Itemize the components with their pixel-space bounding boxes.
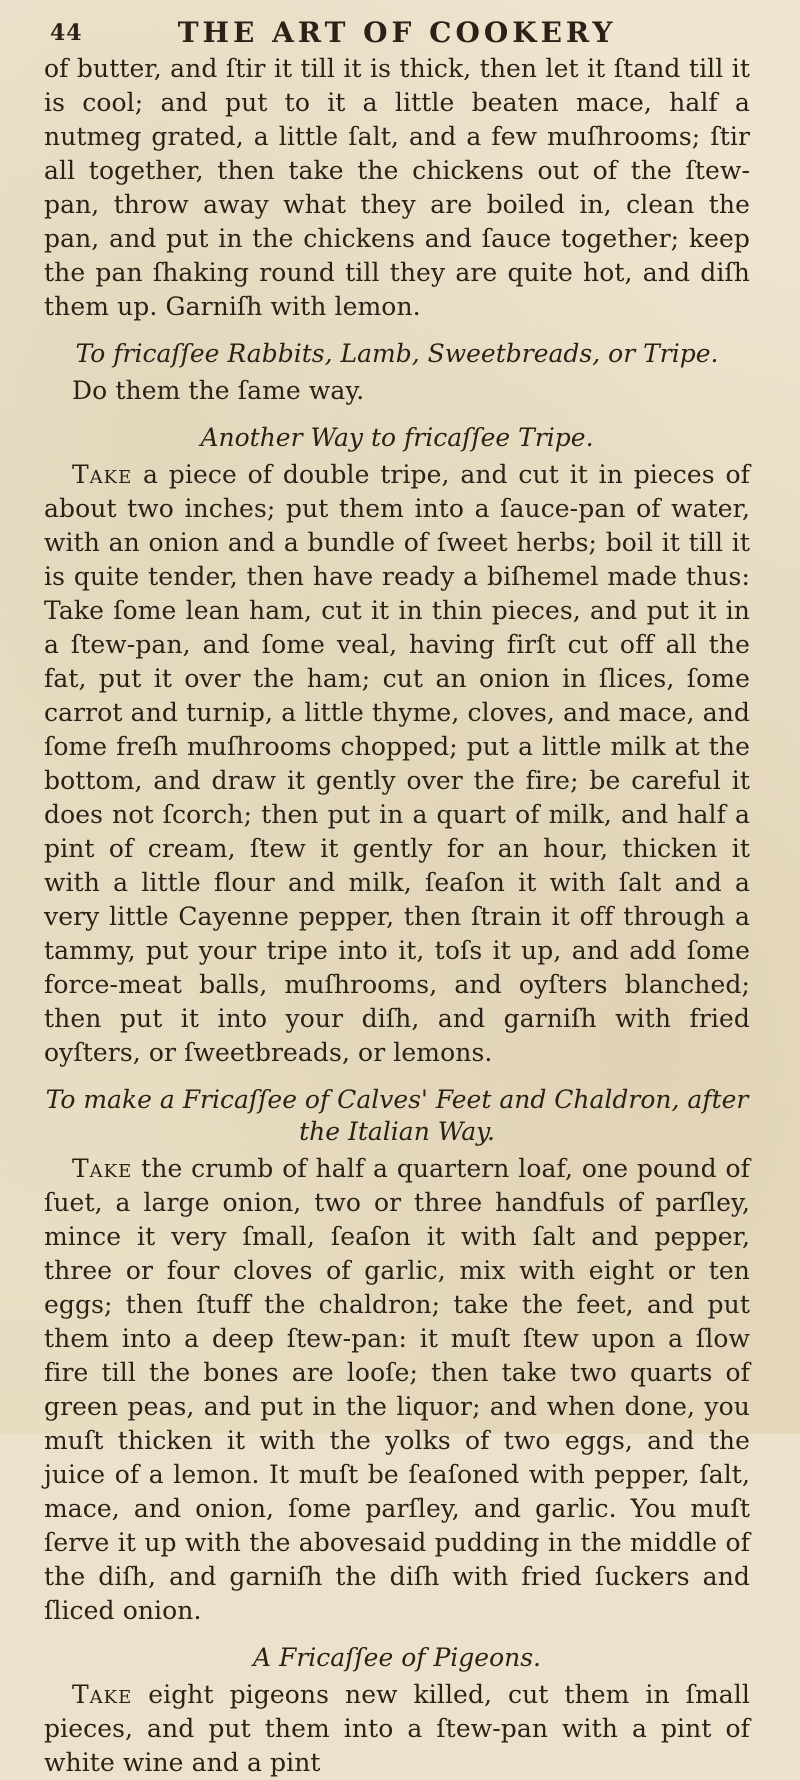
running-head: THE ART OF COOKERY: [177, 16, 617, 49]
recipe-title: A Fricaſſee of Pigeons.: [252, 1643, 542, 1672]
recipe-fricassee-pigeons: [44, 1642, 750, 1780]
recipe-first-word: Take: [72, 460, 133, 489]
recipe-first-word: Take: [72, 1154, 133, 1183]
page-header: [44, 14, 750, 48]
recipe-body: [44, 1678, 750, 1780]
recipe-body: [44, 458, 750, 1070]
page-number: 44: [50, 20, 83, 46]
recipe-fricassee-calves-feet: [44, 1084, 750, 1628]
recipe-fricassee-tripe: [44, 422, 750, 1070]
continuation-paragraph: of butter, and ſtir it till it is thick, then let it ſtand till it is cool; and put to it a little beaten mace, half a nutmeg grated, a little ſalt, and a few muſhrooms; ſtir all together, then take the chickens out of the ſtew-pan, throw away what they are boiled in, clean the pan, and put in the chickens and ſauce together; keep the pan ſhaking round till they are quite hot, and diſh them up. Garniſh with lemon.: [44, 54, 750, 321]
recipe-body-text: a piece of double tripe, and cut it in pieces of about two inches; put them into a ſauce-pan of water, with an onion and a bundle of ſweet herbs; boil it till it is quite tender, then have ready a biſhemel made thus: Take ſome lean ham, cut it in thin pieces, and put it in a ſtew-pan, and ſome veal, having firſt cut off all the fat, put it over the ham; cut an onion in ſlices, ſome carrot and turnip, a little thyme, cloves, and mace, and ſome freſh muſhrooms chopped; put a little milk at the bottom, and draw it gently over the fire; be careful it does not ſcorch; then put in a quart of milk, and half a pint of cream, ſtew it gently for an hour, thicken it with a little flour and milk, ſeaſon it with ſalt and a very little Cayenne pepper, then ſtrain it off through a tammy, put your tripe into it, toſs it up, and add ſome force-meat balls, muſhrooms, and oyſters blanched; then put it into your diſh, and garniſh with fried oyſters, or ſweetbreads, or lemons.: [44, 460, 750, 1067]
recipe-title: To fricaſſee Rabbits, Lamb, Sweetbreads, or Tripe.: [75, 339, 719, 368]
recipe-title: To make a Fricaſſee of Calves' Feet and Chaldron, after the Italian Way.: [45, 1085, 749, 1146]
recipe-body-text: the crumb of half a quartern loaf, one pound of ſuet, a large onion, two or three handfuls of parſley, mince it very ſmall, ſeaſon it with ſalt and pepper, three or four cloves of garlic, mix with eight or ten eggs; then ſtuff the chaldron; take the feet, and put them into a deep ſtew-pan: it muſt ſtew upon a ſlow fire till the bones are looſe; then take two quarts of green peas, and put in the liquor; and when done, you muſt thicken it with the yolks of two eggs, and the juice of a lemon. It muſt be ſeaſoned with pepper, ſalt, mace, and onion, ſome parſley, and garlic. You muſt ſerve it up with the abovesaid pudding in the middle of the diſh, and garniſh the diſh with fried ſuckers and ſliced onion.: [44, 1154, 751, 1625]
recipe-body-text: eight pigeons new killed, cut them in ſmall pieces, and put them into a ſtew-pan with a pint of white wine and a pint: [44, 1680, 750, 1777]
recipe-body: [44, 1152, 750, 1628]
recipe-first-word: Take: [72, 1680, 133, 1709]
recipe-body: [44, 374, 750, 408]
recipe-title: Another Way to fricaſſee Tripe.: [200, 423, 594, 452]
recipe-fricassee-rabbits: [44, 338, 750, 408]
recipe-body-text: Do them the ſame way.: [72, 376, 365, 405]
